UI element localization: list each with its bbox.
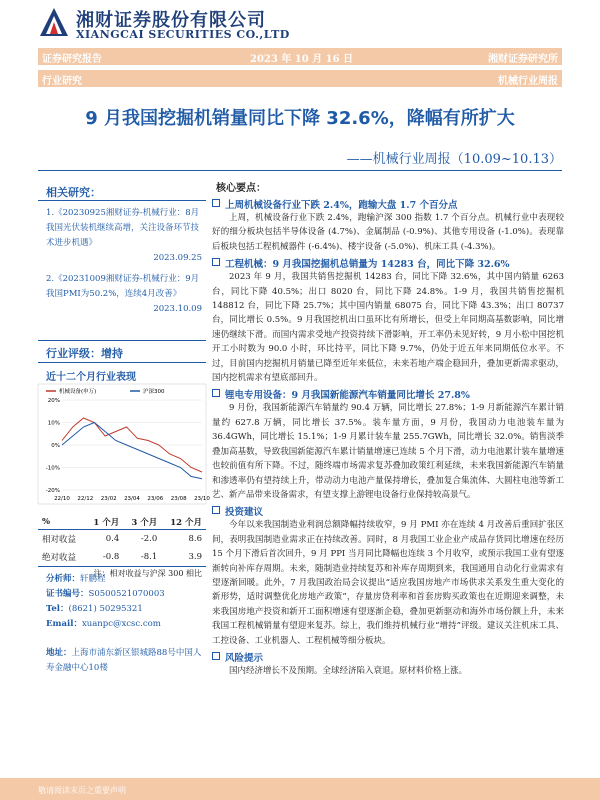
section-paragraph: 2023 年 9 月，我国共销售挖掘机 14283 台，同比下降 32.6%，其中国内销量 6263 台，同比下降 40.5%；出口 8020 台，同比下降 24.8%。1-9 月，我国共销售挖掘机 148812 台，同比下降 25.7%；其中国内销量 68075 台，同比下降 43.3%；出口 80737 台，同比增长 0.5%。9 月我国挖机出口虽环比有所增长，但受上年同期高基数影响，同比增速仍继续下滑。而国内需求受地产投资持续下滑影响，开工率仍未见好转，9 月小松中国挖机开工小时数为 90.0 小时，环比持平，同比下降 9.7%，仍处于近五年来同期低位水平。不过，目前国内挖掘机月销量已降至近年来低位，未来若地产端企稳回升，叠加更新需求驱动，国内挖机需求有望底部回升。 (212, 272, 564, 384)
analyst-block (46, 572, 206, 676)
section (212, 197, 564, 254)
title-divider (38, 170, 562, 171)
section-paragraph: 上周，机械设备行业下跌 2.4%，跑输沪深 300 指数 1.7 个百分点。机械行业中表现较好的细分板块包括半导体设备 (4.7%)、金属制品 (-0.9%)、其他专用设备 (-1.0%)。表现靠后板块包括工程机械器件 (-6.4%)、楼宇设备 (-5.0%)、机床工具 (-4.3%)。 (212, 213, 564, 252)
report-type: 证券研究报告 (42, 54, 102, 65)
section-heading (212, 256, 564, 270)
footer-disclaimer: 敬请阅读末页之重要声明 (38, 786, 126, 795)
address-label: 地址： (46, 648, 72, 658)
section (212, 504, 564, 648)
section (212, 650, 564, 678)
table-cell: -2.0 (140, 534, 158, 544)
table-row (38, 530, 206, 549)
analyst-label: 分析师： (46, 574, 81, 584)
table-cell: 3.9 (188, 552, 202, 562)
core-points-heading: 核心要点： (216, 183, 266, 194)
square-bullet-icon (212, 389, 220, 397)
table-cell: 相对收益 (42, 535, 77, 545)
related-item[interactable] (46, 272, 202, 317)
chart-legend-label: 沪深300 (143, 389, 165, 395)
sidebar-divider (38, 340, 206, 341)
section-heading-text: 锂电专用设备：9 月我国新能源汽车销量同比增长 27.8% (225, 390, 470, 402)
chart-x-tick: 23/10 (194, 496, 210, 502)
table-header: 1 个月 (93, 518, 120, 528)
related-item[interactable] (46, 206, 202, 266)
square-bullet-icon (212, 199, 220, 207)
chart-legend-label: 机械设备(申万) (59, 389, 97, 395)
header-bar-bottom (38, 70, 562, 87)
tel-label: Tel： (46, 604, 69, 614)
page-title: 9 月我国挖掘机销量同比下降 32.6%，降幅有所扩大 (85, 108, 515, 129)
chart-y-tick: 0% (51, 443, 60, 449)
section-heading (212, 504, 564, 518)
cert-label: 证书编号： (46, 589, 89, 599)
table-cell: 绝对收益 (42, 553, 77, 563)
chart-x-tick: 22/12 (77, 496, 94, 502)
table-header: 12 个月 (170, 518, 202, 528)
table-row (38, 548, 206, 567)
company-name-en: XIANGCAI SECURITIES CO.,LTD (76, 28, 290, 41)
related-item-date: 2023.09.25 (153, 253, 202, 263)
section-heading-text: 投资建议 (225, 507, 264, 519)
section (212, 256, 564, 385)
section-paragraph: 9 月份，我国新能源汽车销量约 90.4 万辆，同比增长 27.8%；1-9 月新能源汽车累计销量约 627.8 万辆，同比增长 37.5%。装车量方面，9 月份，我国动力电池装车量为 36.4GWh，同比增长 15.1%；1-9 月累计装车量 255.7GWh，同比增长 32.0%。销售淡季叠加高基数，导致我国新能源汽车累计销量增速已连续 5 个月下滑，动力电池累计装车量增速也较前值有所下降。不过，随终端市场需求复苏叠加政策红利延续，未来我国新能源汽车销量和渗透率仍有望持续上升，带动动力电池产量保持增长，叠加复合集流体、大圆柱电池等新工艺、新产品带来设备需求，有望支撑上游锂电设备行业保持较高景气。 (212, 403, 564, 500)
chart-x-tick: 22/10 (54, 496, 70, 502)
section-paragraph: 今年以来我国制造业利润总额降幅持续收窄，9 月 PMI 亦在连续 4 月改善后重回扩张区间，表明我国制造业需求正在持续改善。同时，8 月我国工业企业产成品存货同比增速在经历 15 个月下滑后首次回升，9 月 PPI 当月同比降幅也连续 3 个月收窄，或预示我国工业有望逐渐转向补库存周期。未来，随制造业持续复苏和补库存周期到来，我国通用自动化行业需求有望逐渐回暖。此外，7 月我国政治局会议提出“适应我国房地产市场供求关系发生重大变化的新形势，适时调整优化房地产政策”，存量房贷利率和首套房购买政策也在近期迎来调整，未来我国房地产投资和新开工面积增速有望逐渐企稳，叠加更新驱动和海外市场份额上升，未来我国工程机械销量有望迎来复苏。综上，我们维持机械行业“增持”评级。建议关注机床工具、工控设备、工业机器人、工程机械等细分板块。 (212, 520, 564, 646)
report-date: 2023 年 10 月 16 日 (250, 54, 354, 65)
analyst-name: 轩鹏程 (80, 574, 106, 584)
chart-x-tick: 23/08 (170, 496, 187, 502)
chart-x-tick: 23/02 (100, 496, 117, 502)
section-heading-text: 风险提示 (225, 652, 264, 664)
chart-y-tick: 20% (47, 398, 60, 404)
table-cell: -8.1 (140, 552, 158, 562)
sidebar-divider (38, 362, 206, 363)
sidebar-divider (38, 200, 206, 201)
section-heading-text: 上周机械设备行业下跌 2.4%，跑输大盘 1.7 个百分点 (225, 200, 458, 211)
chart-heading: 近十二个月行业表现 (46, 372, 136, 383)
header-bar-top (38, 48, 562, 65)
company-name-cn: 湘财证券股份有限公司 (76, 10, 266, 31)
page-subtitle: ——机械行业周报（10.09~10.13） (346, 152, 562, 167)
chart-x-tick: 23/06 (147, 496, 164, 502)
related-item-title[interactable]: 2.《20231009湘财证券-机械行业：9月我国PMI为50.2%，连续4月改善》 (46, 274, 200, 299)
related-item-date: 2023.10.09 (153, 304, 202, 314)
main-content (212, 195, 564, 679)
address-text: 上海市浦东新区银城路88号中国人寿金融中心10楼 (46, 648, 202, 673)
square-bullet-icon (212, 506, 220, 514)
table-cell: 8.6 (188, 534, 202, 544)
section-heading (212, 387, 564, 401)
company-logo-icon (38, 6, 70, 38)
report-category: 行业研究 (42, 76, 82, 87)
email-address[interactable]: xuanpc@xcsc.com (81, 619, 161, 629)
section-paragraph: 国内经济增长不及预期。全球经济陷入衰退。原材料价格上涨。 (229, 665, 468, 676)
section-heading (212, 650, 564, 664)
chart-y-tick: -20% (45, 488, 60, 494)
square-bullet-icon (212, 652, 220, 660)
industry-performance-chart (38, 384, 210, 504)
table-note: 注：相对收益与沪深 300 相比 (93, 569, 202, 578)
related-item-title[interactable]: 1.《20230925湘财证券-机械行业：8月我国光伏装机继续高增，关注设备环节技术进步机遇》 (46, 208, 200, 248)
tel-number: (8621) 50295321 (68, 604, 143, 614)
table-header: 3 个月 (131, 518, 158, 528)
report-series: 机械行业周报 (498, 76, 558, 87)
industry-rating: 行业评级：增持 (46, 347, 123, 360)
chart-x-tick: 23/04 (124, 496, 140, 502)
cert-number: S0500521070003 (88, 589, 165, 599)
section (212, 387, 564, 502)
performance-table (38, 515, 206, 567)
chart-y-tick: 10% (47, 420, 60, 427)
related-research-heading: 相关研究： (46, 186, 101, 199)
chart-y-tick: -10% (45, 465, 60, 472)
table-cell: 0.4 (105, 534, 120, 544)
section-heading (212, 197, 564, 211)
section-heading-text: 工程机械：9 月我国挖掘机总销量为 14283 台，同比下降 32.6% (225, 259, 510, 271)
table-cell: -0.8 (102, 552, 120, 562)
table-header: % (42, 517, 51, 527)
email-label: Email： (46, 619, 82, 629)
square-bullet-icon (212, 258, 220, 266)
institute-name: 湘财证券研究所 (488, 54, 558, 65)
